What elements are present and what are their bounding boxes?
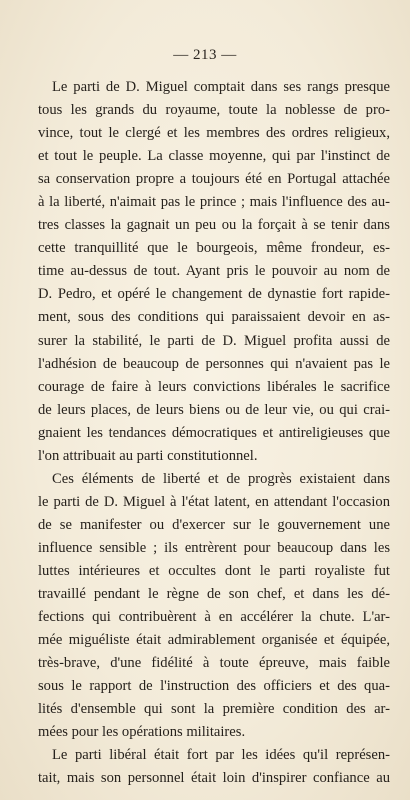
text-line: Le parti libéral était fort par les idées qu'il représen- xyxy=(52,747,390,764)
text-line: vince, tout le clergé et les membres des ordres religieux, xyxy=(38,125,390,142)
text-line: sous le rapport de l'instruction des officiers et des qua- xyxy=(38,678,390,695)
body-text xyxy=(38,76,390,790)
text-line: l'on attribuait au parti constitutionnel. xyxy=(38,447,258,464)
text-line: sa conservation propre a toujours été en Portugal attachée xyxy=(38,171,390,188)
text-line: time au-dessus de tout. Ayant pris le pouvoir au nom de xyxy=(38,263,390,280)
text-line: de leurs places, de leurs biens ou de leur vie, ou qui crai- xyxy=(38,401,390,418)
text-line: D. Pedro, et opéré le changement de dynastie fort rapide- xyxy=(38,286,390,303)
text-line: ment, sous des conditions qui paraissaient devoir en as- xyxy=(38,309,390,326)
text-line: cette tranquillité que le bourgeois, même frondeur, es- xyxy=(38,240,390,257)
text-line: lités d'ensemble qui sont la première condition des ar- xyxy=(38,701,390,718)
text-line: tous les grands du royaume, toute la noblesse de pro- xyxy=(38,102,390,119)
text-line: courage de faire à leurs convictions libérales le sacrifice xyxy=(38,378,390,395)
text-line: tait, mais son personnel était loin d'inspirer confiance au xyxy=(38,770,390,787)
text-line: Ces éléments de liberté et de progrès existaient dans xyxy=(52,470,390,487)
text-line: fections qui contribuèrent à en accélérer la chute. L'ar- xyxy=(38,609,390,626)
text-line: et tout le peuple. La classe moyenne, qui par l'instinct de xyxy=(38,148,390,165)
text-line: l'adhésion de beaucoup de personnes qui n'avaient pas le xyxy=(38,355,390,372)
text-line: mées pour les opérations militaires. xyxy=(38,724,246,741)
text-line: influence sensible ; ils entrèrent pour beaucoup dans les xyxy=(38,539,390,556)
text-line: gnaient les tendances démocratiques et antireligieuses que xyxy=(38,424,390,441)
text-line: à la liberté, n'aimait pas le prince ; mais l'influence des au- xyxy=(38,194,390,211)
text-line: travaillé pendant le règne de son chef, et dans les dé- xyxy=(38,586,390,603)
text-line: Le parti de D. Miguel comptait dans ses rangs presque xyxy=(52,79,390,95)
text-line: le parti de D. Miguel à l'état latent, en attendant l'occasion xyxy=(38,493,390,510)
page-number: — 213 — xyxy=(173,47,237,63)
text-line: surer la stabilité, le parti de D. Miguel profita aussi de xyxy=(38,332,390,349)
text-line: très-brave, d'une fidélité à toute épreuve, mais faible xyxy=(38,655,390,672)
text-line: de se manifester ou d'exercer sur le gouvernement une xyxy=(38,516,390,533)
text-line: tres classes la gagnait un peu ou la forçait à se tenir dans xyxy=(38,217,390,234)
text-line: luttes intérieures et occultes dont le parti royaliste fut xyxy=(38,562,390,579)
text-line: mée miguéliste était admirablement organisée et équipée, xyxy=(38,632,390,649)
